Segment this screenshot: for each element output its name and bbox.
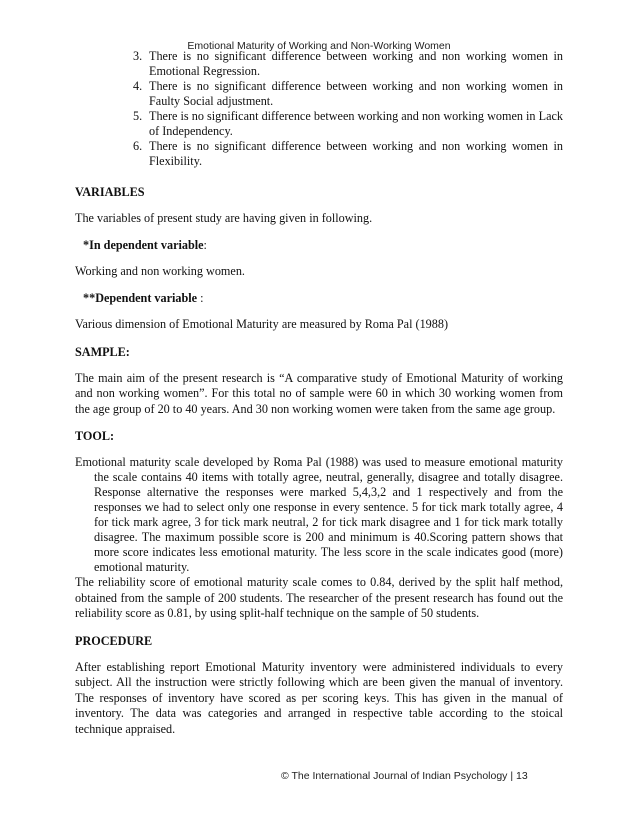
tool-heading: TOOL: (75, 429, 115, 443)
list-number: 3. (133, 49, 143, 63)
page-footer: © The International Journal of Indian Psychology | 13 (281, 770, 528, 782)
independent-label-suffix: : (203, 237, 207, 252)
page-content (75, 49, 563, 737)
reliability-paragraph: The reliability score of emotional maturity scale comes to 0.84, derived by the split half method, obtained from the sample of 200 students. The researcher of the present research has found out the reliability score as 0.81, by using split-half technique on the sample of 50 students. (75, 575, 563, 620)
procedure-heading: PROCEDURE (75, 633, 153, 648)
independent-label-text: *In dependent variable (83, 237, 204, 252)
hypotheses-list (75, 49, 563, 169)
tool-paragraph: Emotional maturity scale developed by Roma Pal (1988) was used to measure emotional maturity the scale contains 40 items with totally agree, neutral, generally, disagree and totally disagree. Response alternative the responses were marked 5,4,3,2 and 1 respectively and from the responses we had to select only one response in every sentence. 5 for tick mark totally agree, 4 for tick mark agree, 3 for tick mark neutral, 2 for tick mark disagree and 1 for tick mark totally disagree. The maximum possible score is 200 and minimum is 40.Scoring pattern shows that more score indicates less emotional maturity. The less score in the scale indicates good (more) emotional maturity. (75, 455, 563, 574)
variables-heading: VARIABLES (75, 185, 145, 199)
list-item (75, 139, 563, 169)
list-number: 4. (133, 79, 143, 93)
dependent-variable-text: Various dimension of Emotional Maturity are measured by Roma Pal (1988) (75, 317, 448, 331)
dependent-variable-label (75, 291, 563, 307)
procedure-paragraph: After establishing report Emotional Maturity inventory were administered individuals to every subject. All the instruction were strictly following which are been given the manual of inventory. The responses of inventory have scored as per scoring keys. This has given in the manual of inventory. The data was categories and arranged in respective table according to the stoical technique appraised. (75, 659, 563, 736)
list-text: There is no significant difference between working and non working women in Lack of Independency. (149, 109, 563, 138)
list-item (75, 79, 563, 109)
sample-paragraph: The main aim of the present research is “A comparative study of Emotional Maturity of working and non working women”. For this total no of sample were 60 in which 30 working women from the age group of 20 to 40 years. And 30 non working women were taken from the same age group. (75, 370, 563, 416)
running-header: Emotional Maturity of Working and Non-Working Women (187, 40, 451, 52)
variables-intro: The variables of present study are having given in following. (75, 211, 373, 225)
list-item (75, 49, 563, 79)
list-text: There is no significant difference between working and non working women in Flexibility. (149, 139, 563, 168)
dependent-label-text: **Dependent variable (83, 290, 198, 305)
sample-heading: SAMPLE: (75, 344, 130, 359)
list-number: 6. (133, 139, 143, 153)
list-text: There is no significant difference between working and non working women in Emotional Regression. (149, 49, 563, 78)
list-number: 5. (133, 109, 143, 123)
dependent-label-suffix: : (197, 290, 204, 305)
list-item (75, 109, 563, 139)
independent-variable-label (75, 238, 563, 254)
list-text: There is no significant difference between working and non working women in Faulty Social adjustment. (149, 79, 563, 108)
independent-variable-text: Working and non working women. (75, 264, 245, 278)
